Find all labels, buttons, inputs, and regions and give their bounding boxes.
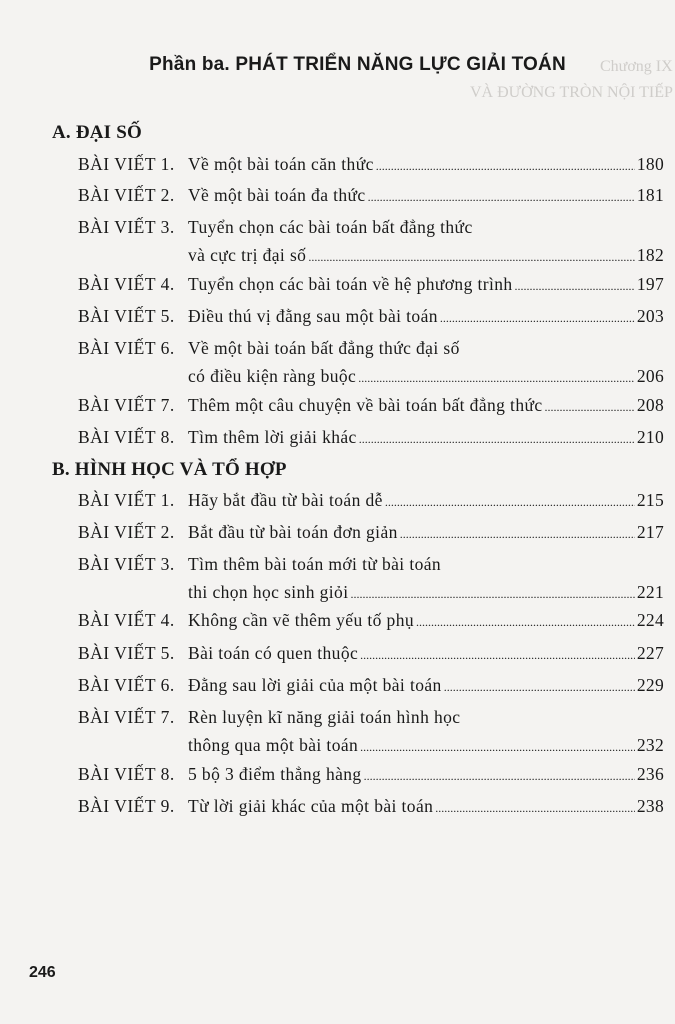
entry-page-number: 182 (636, 245, 664, 265)
dot-leader (515, 272, 635, 300)
dot-leader (444, 673, 635, 701)
entry-label: BÀI VIẾT 3. (78, 217, 175, 237)
entry-title: 5 bộ 3 điểm thẳng hàng (188, 764, 362, 784)
entry-label: BÀI VIẾT 4. (78, 610, 175, 630)
entry-page-number: 229 (636, 675, 664, 695)
dot-leader (435, 794, 635, 822)
entry-title: Không cần vẽ thêm yếu tố phụ (188, 610, 415, 630)
entry-page-number: 221 (636, 582, 664, 602)
entry-page-number: 238 (636, 796, 664, 816)
entry-label: BÀI VIẾT 8. (78, 764, 175, 784)
entry-title: Tìm thêm bài toán mới từ bài toán (188, 554, 442, 574)
entry-title: Thêm một câu chuyện về bài toán bất đẳng thức (188, 395, 543, 415)
entry-title: Về một bài toán đa thức (188, 185, 366, 205)
dot-leader (545, 393, 635, 421)
entry-title: Bài toán có quen thuộc (188, 643, 359, 663)
toc-entry[interactable] (78, 486, 664, 516)
entry-page-number: 232 (636, 735, 664, 755)
entry-title: Tuyển chọn các bài toán bất đẳng thức (188, 217, 473, 237)
entry-page-number: 203 (636, 306, 664, 326)
page-number: 246 (29, 964, 56, 981)
dot-leader (360, 641, 635, 669)
entry-page-number: 217 (636, 522, 664, 542)
page-title: Phần ba. PHÁT TRIỂN NĂNG LỰC GIẢI TOÁN (149, 54, 566, 75)
toc-entry[interactable] (78, 518, 664, 548)
toc-entry[interactable] (78, 150, 664, 180)
entry-title: Đằng sau lời giải của một bài toán (188, 675, 442, 695)
entry-label: BÀI VIẾT 8. (78, 427, 175, 447)
entry-title-continued: và cực trị đại số (188, 245, 307, 265)
entry-title: Bắt đầu từ bài toán đơn giản (188, 522, 398, 542)
entry-label: BÀI VIẾT 5. (78, 643, 175, 663)
entry-title: Hãy bắt đầu từ bài toán dễ (188, 490, 383, 510)
toc-entry[interactable] (78, 334, 664, 392)
bleed-through-chapter: Chương IX (600, 58, 673, 75)
entry-page-number: 215 (636, 490, 664, 510)
toc-entry[interactable] (78, 302, 664, 332)
entry-title: Điều thú vị đằng sau một bài toán (188, 306, 438, 326)
entry-page-number: 197 (636, 274, 664, 294)
toc-entry[interactable] (78, 703, 664, 761)
dot-leader (368, 183, 635, 211)
entry-title: Từ lời giải khác của một bài toán (188, 796, 434, 816)
dot-leader (400, 520, 635, 548)
toc-entry[interactable] (78, 423, 664, 453)
entry-title-continued: thi chọn học sinh giỏi (188, 582, 349, 602)
toc-entry[interactable] (78, 213, 664, 271)
entry-title: Tuyển chọn các bài toán về hệ phương trình (188, 274, 513, 294)
entry-page-number: 210 (636, 427, 664, 447)
entry-label: BÀI VIẾT 7. (78, 395, 175, 415)
bleed-through-subtitle: VÀ ĐƯỜNG TRÒN NỘI TIẾP (470, 84, 673, 101)
entry-page-number: 206 (636, 366, 664, 386)
entry-label: BÀI VIẾT 3. (78, 554, 175, 574)
toc-entry[interactable] (78, 792, 664, 822)
entry-page-number: 227 (636, 643, 664, 663)
toc-entry[interactable] (78, 391, 664, 421)
entry-label: BÀI VIẾT 6. (78, 675, 175, 695)
section-heading-algebra: A. ĐẠI SỐ (52, 122, 142, 143)
toc-entry[interactable] (78, 181, 664, 211)
dot-leader (376, 152, 635, 180)
dot-leader (385, 488, 635, 516)
entry-title: Tìm thêm lời giải khác (188, 427, 357, 447)
toc-entry[interactable] (78, 760, 664, 790)
dot-leader (440, 304, 635, 332)
toc-entry[interactable] (78, 671, 664, 701)
toc-entry[interactable] (78, 639, 664, 669)
entry-label: BÀI VIẾT 2. (78, 185, 175, 205)
dot-leader (358, 364, 635, 392)
entry-title-continued: có điều kiện ràng buộc (188, 366, 357, 386)
dot-leader (359, 425, 635, 453)
entry-page-number: 180 (636, 154, 664, 174)
toc-entry[interactable] (78, 550, 664, 608)
entry-title: Về một bài toán căn thức (188, 154, 374, 174)
dot-leader (350, 580, 634, 608)
entry-title-continued: thông qua một bài toán (188, 735, 359, 755)
entry-label: BÀI VIẾT 7. (78, 707, 175, 727)
entry-title: Rèn luyện kĩ năng giải toán hình học (188, 707, 461, 727)
dot-leader (364, 762, 635, 790)
entry-label: BÀI VIẾT 1. (78, 490, 175, 510)
entry-page-number: 224 (636, 610, 664, 630)
entry-label: BÀI VIẾT 9. (78, 796, 175, 816)
section-heading-geometry-combinatorics: B. HÌNH HỌC VÀ TỔ HỢP (52, 459, 287, 480)
dot-leader (308, 243, 635, 271)
entry-label: BÀI VIẾT 4. (78, 274, 175, 294)
entry-label: BÀI VIẾT 1. (78, 154, 175, 174)
entry-page-number: 181 (636, 185, 664, 205)
dot-leader (360, 733, 635, 761)
toc-entry[interactable] (78, 606, 664, 636)
dot-leader (416, 608, 635, 636)
entry-label: BÀI VIẾT 5. (78, 306, 175, 326)
entry-page-number: 208 (636, 395, 664, 415)
entry-label: BÀI VIẾT 6. (78, 338, 175, 358)
toc-entry[interactable] (78, 270, 664, 300)
entry-label: BÀI VIẾT 2. (78, 522, 175, 542)
entry-title: Về một bài toán bất đẳng thức đại số (188, 338, 460, 358)
entry-page-number: 236 (636, 764, 664, 784)
